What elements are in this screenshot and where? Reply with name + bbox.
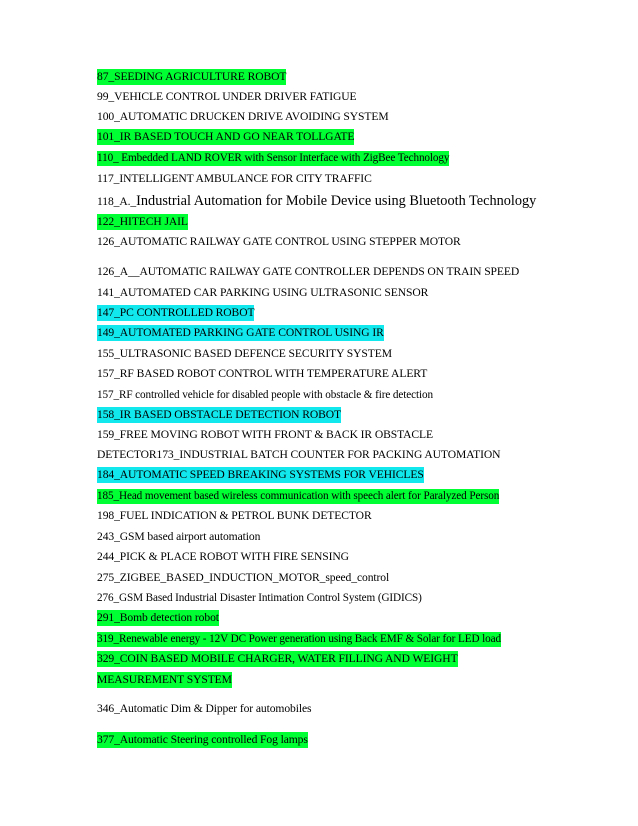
- list-item: 185_Head movement based wireless communication with speech alert for Paralyzed Person: [97, 490, 500, 502]
- list-item: 184_AUTOMATIC SPEED BREAKING SYSTEMS FOR VEHICLES: [97, 468, 424, 481]
- list-item: 126_AUTOMATIC RAILWAY GATE CONTROL USING STEPPER MOTOR: [97, 235, 461, 248]
- list-item: 377_Automatic Steering controlled Fog lamps: [97, 733, 308, 746]
- list-item: 157_RF controlled vehicle for disabled people with obstacle & fire detection: [97, 389, 434, 401]
- list-item: 99_VEHICLE CONTROL UNDER DRIVER FATIGUE: [97, 90, 357, 103]
- list-item: 291_Bomb detection robot: [97, 611, 219, 624]
- list-item: 100_AUTOMATIC DRUCKEN DRIVE AVOIDING SYSTEM: [97, 110, 389, 123]
- list-item: 276_GSM Based Industrial Disaster Intimation Control System (GIDICS): [97, 592, 422, 604]
- list-item: 149_AUTOMATED PARKING GATE CONTROL USING IR: [97, 326, 384, 339]
- list-item: 110_ Embedded LAND ROVER with Sensor Interface with ZigBee Technology: [97, 152, 450, 164]
- list-item: 244_PICK & PLACE ROBOT WITH FIRE SENSING: [97, 550, 349, 563]
- list-item: 141_AUTOMATED CAR PARKING USING ULTRASONIC SENSOR: [97, 286, 429, 299]
- list-item: 126_A__AUTOMATIC RAILWAY GATE CONTROLLER DEPENDS ON TRAIN SPEED: [97, 265, 520, 278]
- list-item: 157_RF BASED ROBOT CONTROL WITH TEMPERATURE ALERT: [97, 367, 428, 380]
- list-item: 155_ULTRASONIC BASED DEFENCE SECURITY SYSTEM: [97, 347, 392, 360]
- list-item: DETECTOR173_INDUSTRIAL BATCH COUNTER FOR PACKING AUTOMATION: [97, 448, 501, 461]
- list-item: 87_SEEDING AGRICULTURE ROBOT: [97, 70, 287, 83]
- list-item: 101_IR BASED TOUCH AND GO NEAR TOLLGATE: [97, 130, 355, 143]
- list-item: 117_INTELLIGENT AMBULANCE FOR CITY TRAFFIC: [97, 172, 372, 185]
- list-item: 319_Renewable energy - 12V DC Power generation using Back EMF & Solar for LED load: [97, 633, 502, 645]
- list-item: MEASUREMENT SYSTEM: [97, 673, 232, 686]
- list-item: 275_ZIGBEE_BASED_INDUCTION_MOTOR_speed_control: [97, 571, 390, 584]
- list-item: 198_FUEL INDICATION & PETROL BUNK DETECTOR: [97, 509, 372, 522]
- list-item: 122_HITECH JAIL: [97, 215, 188, 228]
- list-item: 158_IR BASED OBSTACLE DETECTION ROBOT: [97, 408, 341, 421]
- list-item: 346_Automatic Dim & Dipper for automobiles: [97, 702, 312, 715]
- list-item: 243_GSM based airport automation: [97, 530, 261, 543]
- list-item: 329_COIN BASED MOBILE CHARGER, WATER FILLING AND WEIGHT: [97, 652, 458, 665]
- list-item: 147_PC CONTROLLED ROBOT: [97, 306, 255, 319]
- list-item: 118_A._Industrial Automation for Mobile Device using Bluetooth Technology: [97, 193, 537, 209]
- list-item: 159_FREE MOVING ROBOT WITH FRONT & BACK IR OBSTACLE: [97, 428, 434, 441]
